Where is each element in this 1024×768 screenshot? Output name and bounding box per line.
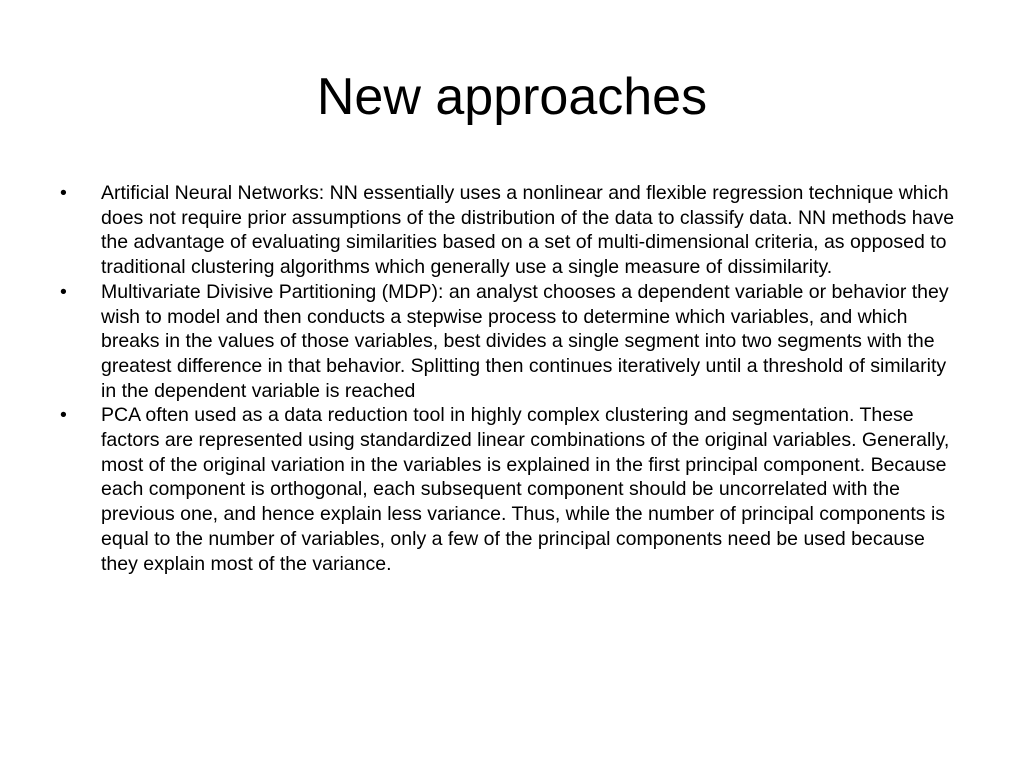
bullet-text: Artificial Neural Networks: NN essentially uses a nonlinear and flexible regression technique which does not require prior assumptions of the distribution of the data to classify data. NN methods have the advantage of evaluating similarities based on a set of multi-dimensional criteria, as opposed to traditional clustering algorithms which generally use a single measure of dissimilarity. [101, 182, 955, 279]
bullet-icon: • [60, 182, 67, 204]
bullet-item-pca [60, 403, 960, 576]
slide-title: New approaches [316, 68, 708, 126]
bullet-item-mdp [60, 280, 960, 404]
bullet-list [60, 181, 960, 576]
bullet-item-neural-networks [60, 181, 960, 280]
bullet-icon: • [60, 404, 67, 427]
bullet-icon: • [60, 280, 67, 303]
bullet-text: Multivariate Divisive Partitioning (MDP): an analyst chooses a dependent variable or behavior they wish to model and then conducts a stepwise process to determine which variables, and which breaks in the values of those variables, best divides a single segment into two segments with the greatest difference in that behavior. Splitting then continues iteratively until a threshold of similarity in the dependent variable is reached [101, 280, 949, 402]
bullet-text: PCA often used as a data reduction tool in highly complex clustering and segmentation. These factors are represented using standardized linear combinations of the original variables. Generally, most of the original variation in the variables is explained in the first principal component. Because each component is orthogonal, each subsequent component should be uncorrelated with the previous one, and hence explain less variance. Thus, while the number of principal components is equal to the number of variables, only a few of the principal components need be used because they explain most of the variance. [101, 404, 950, 575]
